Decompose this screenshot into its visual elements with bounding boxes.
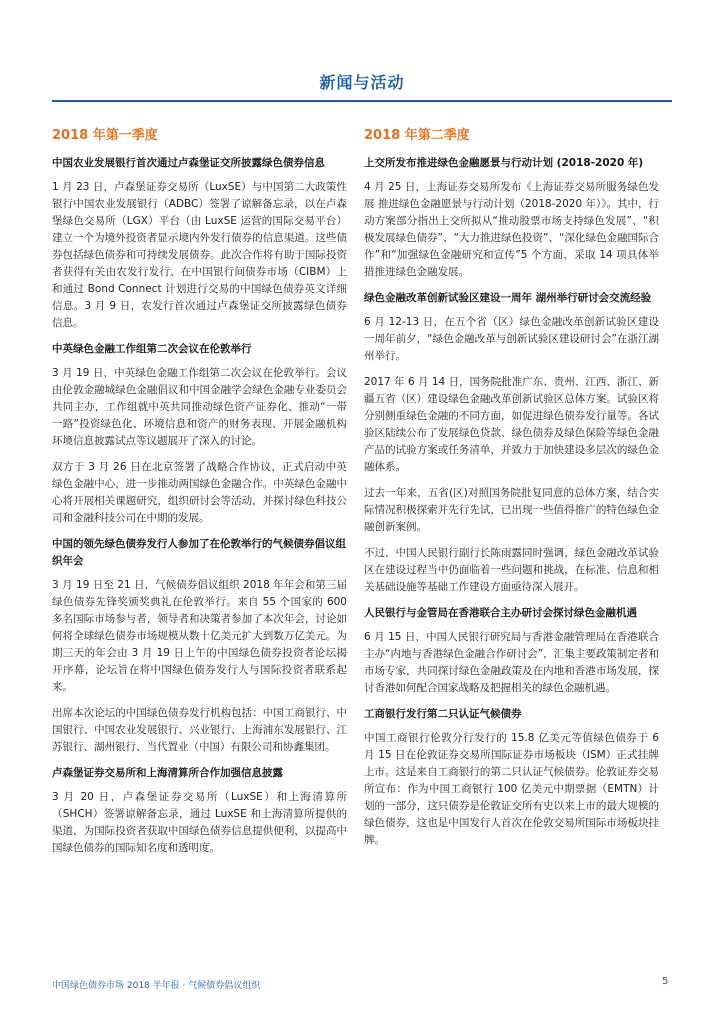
article-title: 卢森堡证券交易所和上海清算所合作加强信息披露: [52, 767, 283, 779]
article-paragraph: 2017 年 6 月 14 日，国务院批准广东、贵州、江西、浙江、新疆五省（区）建设绿色金融改革创新试验区总体方案。试验区将分别侧重绿色金融的不同方面，如促进绿色债券发行量等。各试验区陆续公布了发展绿色贷款、绿色债券及绿色保险等绿色金融产品的试验方案或任务清单，并致力于加快建设多层次的绿色金融体系。: [364, 376, 659, 473]
article-paragraph: 3 月 19 日，中英绿色金融工作组第二次会议在伦敦举行。会议由伦敦金融城绿色金融倡议和中国金融学会绿色金融专业委员会共同主办，工作组就中英共同推动绿色资产证券化、推动“一带一路”投资绿色化、环境信息和资产的财务表现、开展金融机构环境信息披露试点等议题展开了深入的讨论。: [52, 367, 347, 447]
article-paragraph: 出席本次论坛的中国绿色债券发行机构包括：中国工商银行、中国银行、中国农业发展银行、兴业银行、上海浦东发展银行、江苏银行、湖州银行、当代置业（中国）有限公司和协鑫集团。: [52, 707, 347, 753]
title-divider: [52, 100, 672, 102]
article-paragraph: 4 月 25 日，上海证券交易所发布《上海证券交易所服务绿色发展 推进绿色金融愿景与行动计划（2018-2020 年）》。其中，行动方案部分指出上交所拟从“推动股票市场支持绿色发展”、“积极发展绿色债券”、“大力推进绿色投资”、“深化绿色金融国际合作”和“加强绿色金融研究和宣传”5 个方面，采取 14 项具体举措推进绿色金融发展。: [364, 181, 659, 278]
article-title: 中国农业发展银行首次通过卢森堡证交所披露绿色债券信息: [52, 157, 325, 169]
article-title: 绿色金融改革创新试验区建设一周年 湖州举行研讨会交流经验: [364, 292, 652, 304]
right-column: [364, 120, 659, 858]
article-paragraph: 不过，中国人民银行副行长陈雨露同时强调，绿色金融改革试验区在建设过程当中仍面临着一些问题和挑战，在标准、信息和相关基础设施等基础工作建设方面亟待深入展开。: [364, 547, 659, 593]
article-paragraph: 过去一年来，五省(区)对照国务院批复同意的总体方案，结合实际情况积极探索并先行先试，已出现一些值得推广的特色绿色金融创新案例。: [364, 487, 659, 533]
page-title: 新闻与活动: [319, 73, 405, 92]
quarter-heading-q1: 2018 年第一季度: [52, 128, 158, 143]
quarter-heading-q2: 2018 年第二季度: [364, 128, 470, 143]
article-paragraph: 中国工商银行伦敦分行发行的 15.8 亿美元等值绿色债券于 6 月 15 日在伦敦证券交易所国际证券市场板块（ISM）正式挂牌上市。这是来自工商银行的第二只认证气候债券。伦敦证券交易所宣布：作为中国工商银行 100 亿美元中期票据（EMTN）计划的一部分，这只债券是伦敦证交所有史以来上市的最大规模的绿色债券，这也是中国发行人首次在伦敦交易所国际市场板块挂牌。: [364, 732, 659, 846]
article-paragraph: 3 月 19 日至 21 日，气候债券倡议组织 2018 年年会和第三届绿色债券先锋奖颁奖典礼在伦敦举行。来自 55 个国家的 600 多名国际市场参与者，领导者和决策者参加了本次年会，讨论如何将全球绿色债券市场规模从数十亿美元扩大到数万亿美元。为期三天的年会由 3 月 19 日上午的中国绿色债券投资者论坛揭开序幕，论坛旨在将中国绿色债券发行人与国际投资者联系起来。: [52, 579, 347, 693]
article-paragraph: 双方于 3 月 26 日在北京签署了战略合作协议，正式启动中英绿色金融中心，进一步推动两国绿色金融合作。中英绿色金融中心将开展相关课题研究，组织研讨会等活动，并探讨绿色科技公司和金融科技公司在中期的发展。: [52, 461, 347, 524]
article-paragraph: 6 月 12-13 日，在五个省（区）绿色金融改革创新试验区建设一周年前夕，“绿色金融改革与创新试验区建设研讨会”在浙江湖州举行。: [364, 316, 659, 362]
article-title: 人民银行与金管局在香港联合主办研讨会探讨绿色金融机遇: [364, 607, 637, 619]
article-title: 中英绿色金融工作组第二次会议在伦敦举行: [52, 343, 252, 355]
article-paragraph: 1 月 23 日，卢森堡证券交易所（LuxSE）与中国第二大政策性银行中国农业发展银行（ADBC）签署了谅解备忘录，以在卢森堡绿色交易所（LGX）平台（由 LuxSE 运营的国际交易平台）建立一个为境外投资者显示境内外发行债券的信息渠道。这些债券包括绿色债券和可持续发展债券。此次合作将有助于国际投资者获得有关由农发行发行、在中国银行间债券市场（CIBM）上和通过 Bond Connect 计划进行交易的中国绿色债券英文详细信息。3 月 9 日，农发行首次通过卢森堡证交所披露绿色债券信息。: [52, 181, 347, 329]
article-paragraph: 6 月 15 日，中国人民银行研究局与香港金融管理局在香港联合主办“内地与香港绿色金融合作研讨会”，汇集主要政策制定者和市场专家，共同探讨绿色金融政策及在内地和香港市场发展，探讨香港如何配合国家战略及把握相关的绿色金融机遇。: [364, 631, 659, 694]
article-title: 中国的领先绿色债券发行人参加了在伦敦举行的气候债券倡议组织年会: [52, 538, 346, 567]
footer-text: 中国绿色债券市场 2018 半年报 · 气候债券倡议组织: [52, 981, 261, 991]
article-paragraph: 3 月 20 日，卢森堡证券交易所（LuxSE）和上海清算所（SHCH）签署谅解备忘录，通过 LuxSE 和上海清算所提供的渠道，为国际投资者获取中国绿色债券信息提供便利，以提高中国绿色债券的国际知名度和透明度。: [52, 791, 347, 854]
article-title: 上交所发布推进绿色金融愿景与行动计划 (2018-2020 年): [364, 157, 644, 169]
article-title: 工商银行发行第二只认证气候债券: [364, 708, 522, 720]
page-number: 5: [662, 976, 669, 987]
left-column: [52, 120, 347, 866]
